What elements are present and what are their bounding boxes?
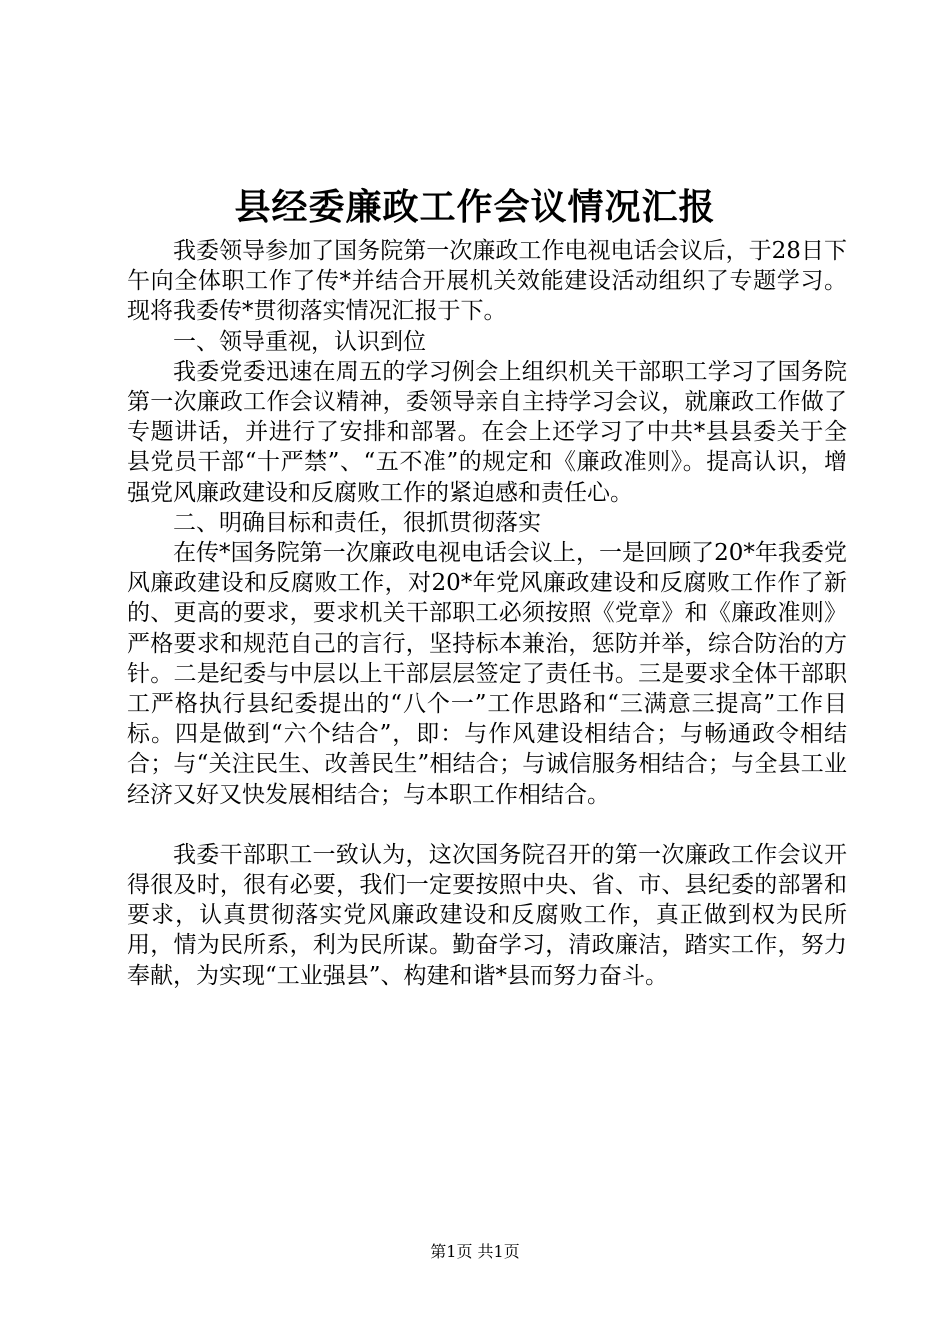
paragraph-section-2: 在传*国务院第一次廉政电视电话会议上，一是回顾了20*年我委党风廉政建设和反腐败工作，对20*年党风廉政建设和反腐败工作作了新的、更高的要求，要求机关干部职工必须按照《党章》和《廉政准则》严格要求和规范自己的言行，坚持标本兼治，惩防并举，综合防治的方针。二是纪委与中层以上干部层层签定了责任书。三是要求全体干部职工严格执行县纪委提出的“八个一”工作思路和“三满意三提高”工作目标。四是做到“六个结合”，即：与作风建设相结合；与畅通政令相结合；与“关注民生、改善民生”相结合；与诚信服务相结合；与全县工业经济又好又快发展相结合；与本职工作相结合。	[127, 540, 847, 808]
document-body	[127, 236, 847, 991]
section-heading-2: 二、明确目标和责任，很抓贯彻落实	[173, 509, 541, 536]
section-heading-1: 一、领导重视，认识到位	[173, 328, 426, 355]
document-title: 县经委廉政工作会议情况汇报	[234, 186, 716, 228]
page-footer: 第1页 共1页	[430, 1242, 520, 1261]
paragraph-intro: 我委领导参加了国务院第一次廉政工作电视电话会议后，于28日下午向全体职工作了传*并结合开展机关效能建设活动组织了专题学习。现将我委传*贯彻落实情况汇报于下。	[127, 238, 847, 325]
paragraph-conclusion: 我委干部职工一致认为，这次国务院召开的第一次廉政工作会议开得很及时，很有必要，我们一定要按照中央、省、市、县纪委的部署和要求，认真贯彻落实党风廉政建设和反腐败工作，真正做到权为民所用，情为民所系，利为民所谋。勤奋学习，清政廉洁，踏实工作，努力奉献，为实现“工业强县”、构建和谐*县而努力奋斗。	[127, 841, 847, 989]
paragraph-section-1: 我委党委迅速在周五的学习例会上组织机关干部职工学习了国务院第一次廉政工作会议精神，委领导亲自主持学习会议，就廉政工作做了专题讲话，并进行了安排和部署。在会上还学习了中共*县县委关于全县党员干部“十严禁”、“五不准”的规定和《廉政准则》。提高认识，增强党风廉政建设和反腐败工作的紧迫感和责任心。	[127, 358, 847, 506]
